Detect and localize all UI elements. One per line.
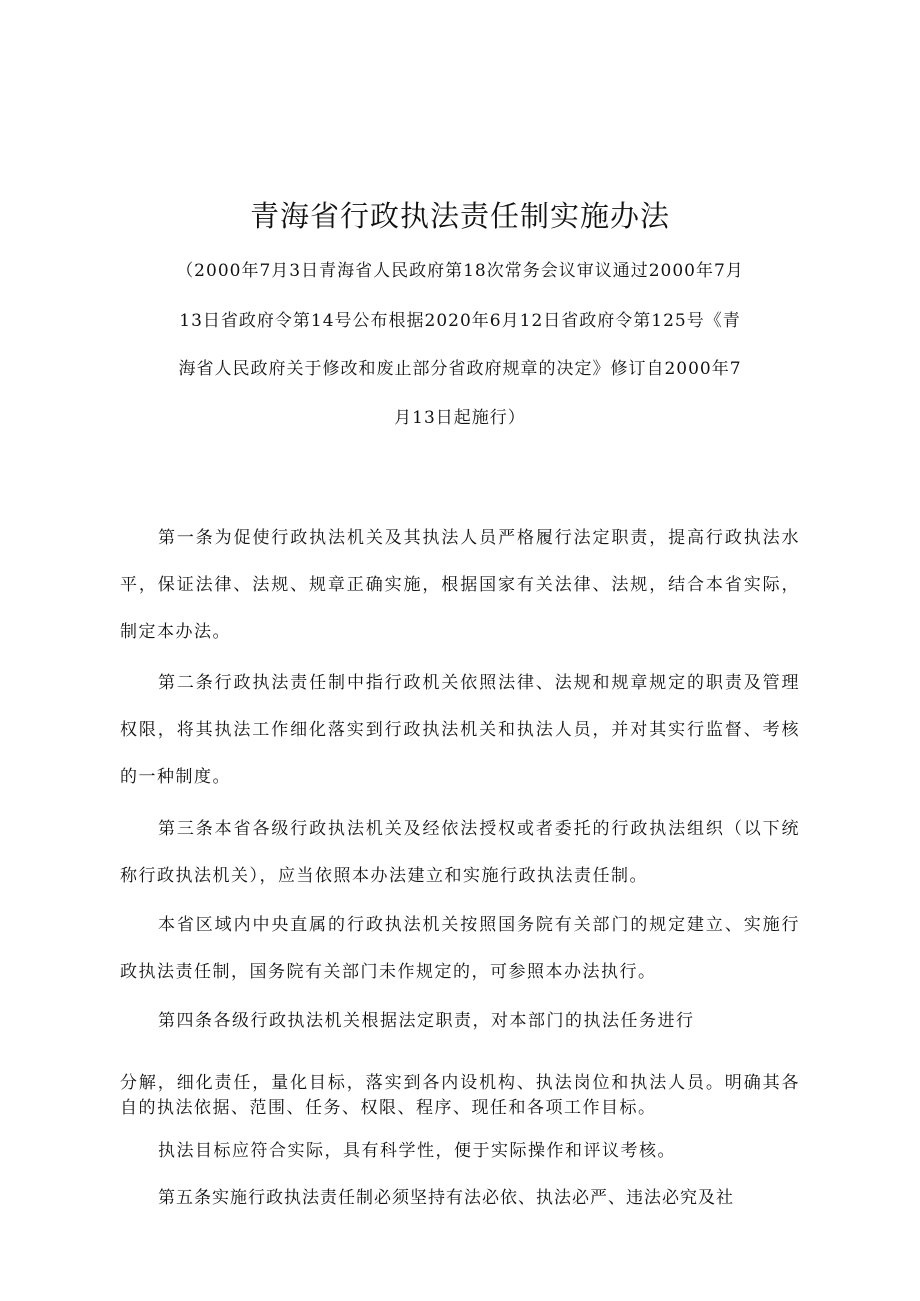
promulgation-note-line-3: 海省人民政府关于修改和废止部分省政府规章的决定》修订自2000年7	[178, 359, 742, 379]
article-5-paragraph: 第五条实施行政执法责任制必须坚持有法必依、执法必严、违法必究及社	[158, 1188, 734, 1208]
article-4-paragraph-continuation: 分解，细化责任，量化目标，落实到各内设机构、执法岗位和执法人员。明确其各自的执法依据、范围、任务、权限、程序、现任和各项工作目标。	[120, 1073, 800, 1118]
promulgation-note-line-2: 13日省政府令第14号公布根据2020年6月12日省政府令第125号《青	[179, 311, 741, 331]
article-4-paragraph-start: 第四条各级行政执法机关根据法定职责，对本部门的执法任务进行	[158, 1011, 695, 1031]
article-2-paragraph: 第二条行政执法责任制中指行政机关依照法律、法规和规章规定的职责及管理权限，将其执法工作细化落实到行政执法机关和执法人员，并对其实行监督、考核的一种制度。	[120, 673, 800, 787]
promulgation-note-line-4: 月13日起施行）	[394, 408, 526, 428]
article-3-paragraph: 第三条本省各级行政执法机关及经依法授权或者委托的行政执法组织（以下统称行政执法机关），应当依照本办法建立和实施行政执法责任制。	[120, 819, 800, 886]
article-3-scope-paragraph: 本省区域内中央直属的行政执法机关按照国务院有关部门的规定建立、实施行政执法责任制，国务院有关部门未作规定的，可参照本办法执行。	[120, 915, 800, 982]
article-4-target-paragraph: 执法目标应符合实际，具有科学性，便于实际操作和评议考核。	[158, 1141, 676, 1161]
promulgation-note-line-1: （2000年7月3日青海省人民政府第18次常务会议审议通过2000年7月	[176, 261, 744, 281]
document-title: 青海省行政执法责任制实施办法	[249, 199, 670, 233]
article-1-paragraph: 第一条为促使行政执法机关及其执法人员严格履行法定职责，提高行政执法水平，保证法律、法规、规章正确实施，根据国家有关法律、法规，结合本省实际，制定本办法。	[120, 528, 800, 642]
